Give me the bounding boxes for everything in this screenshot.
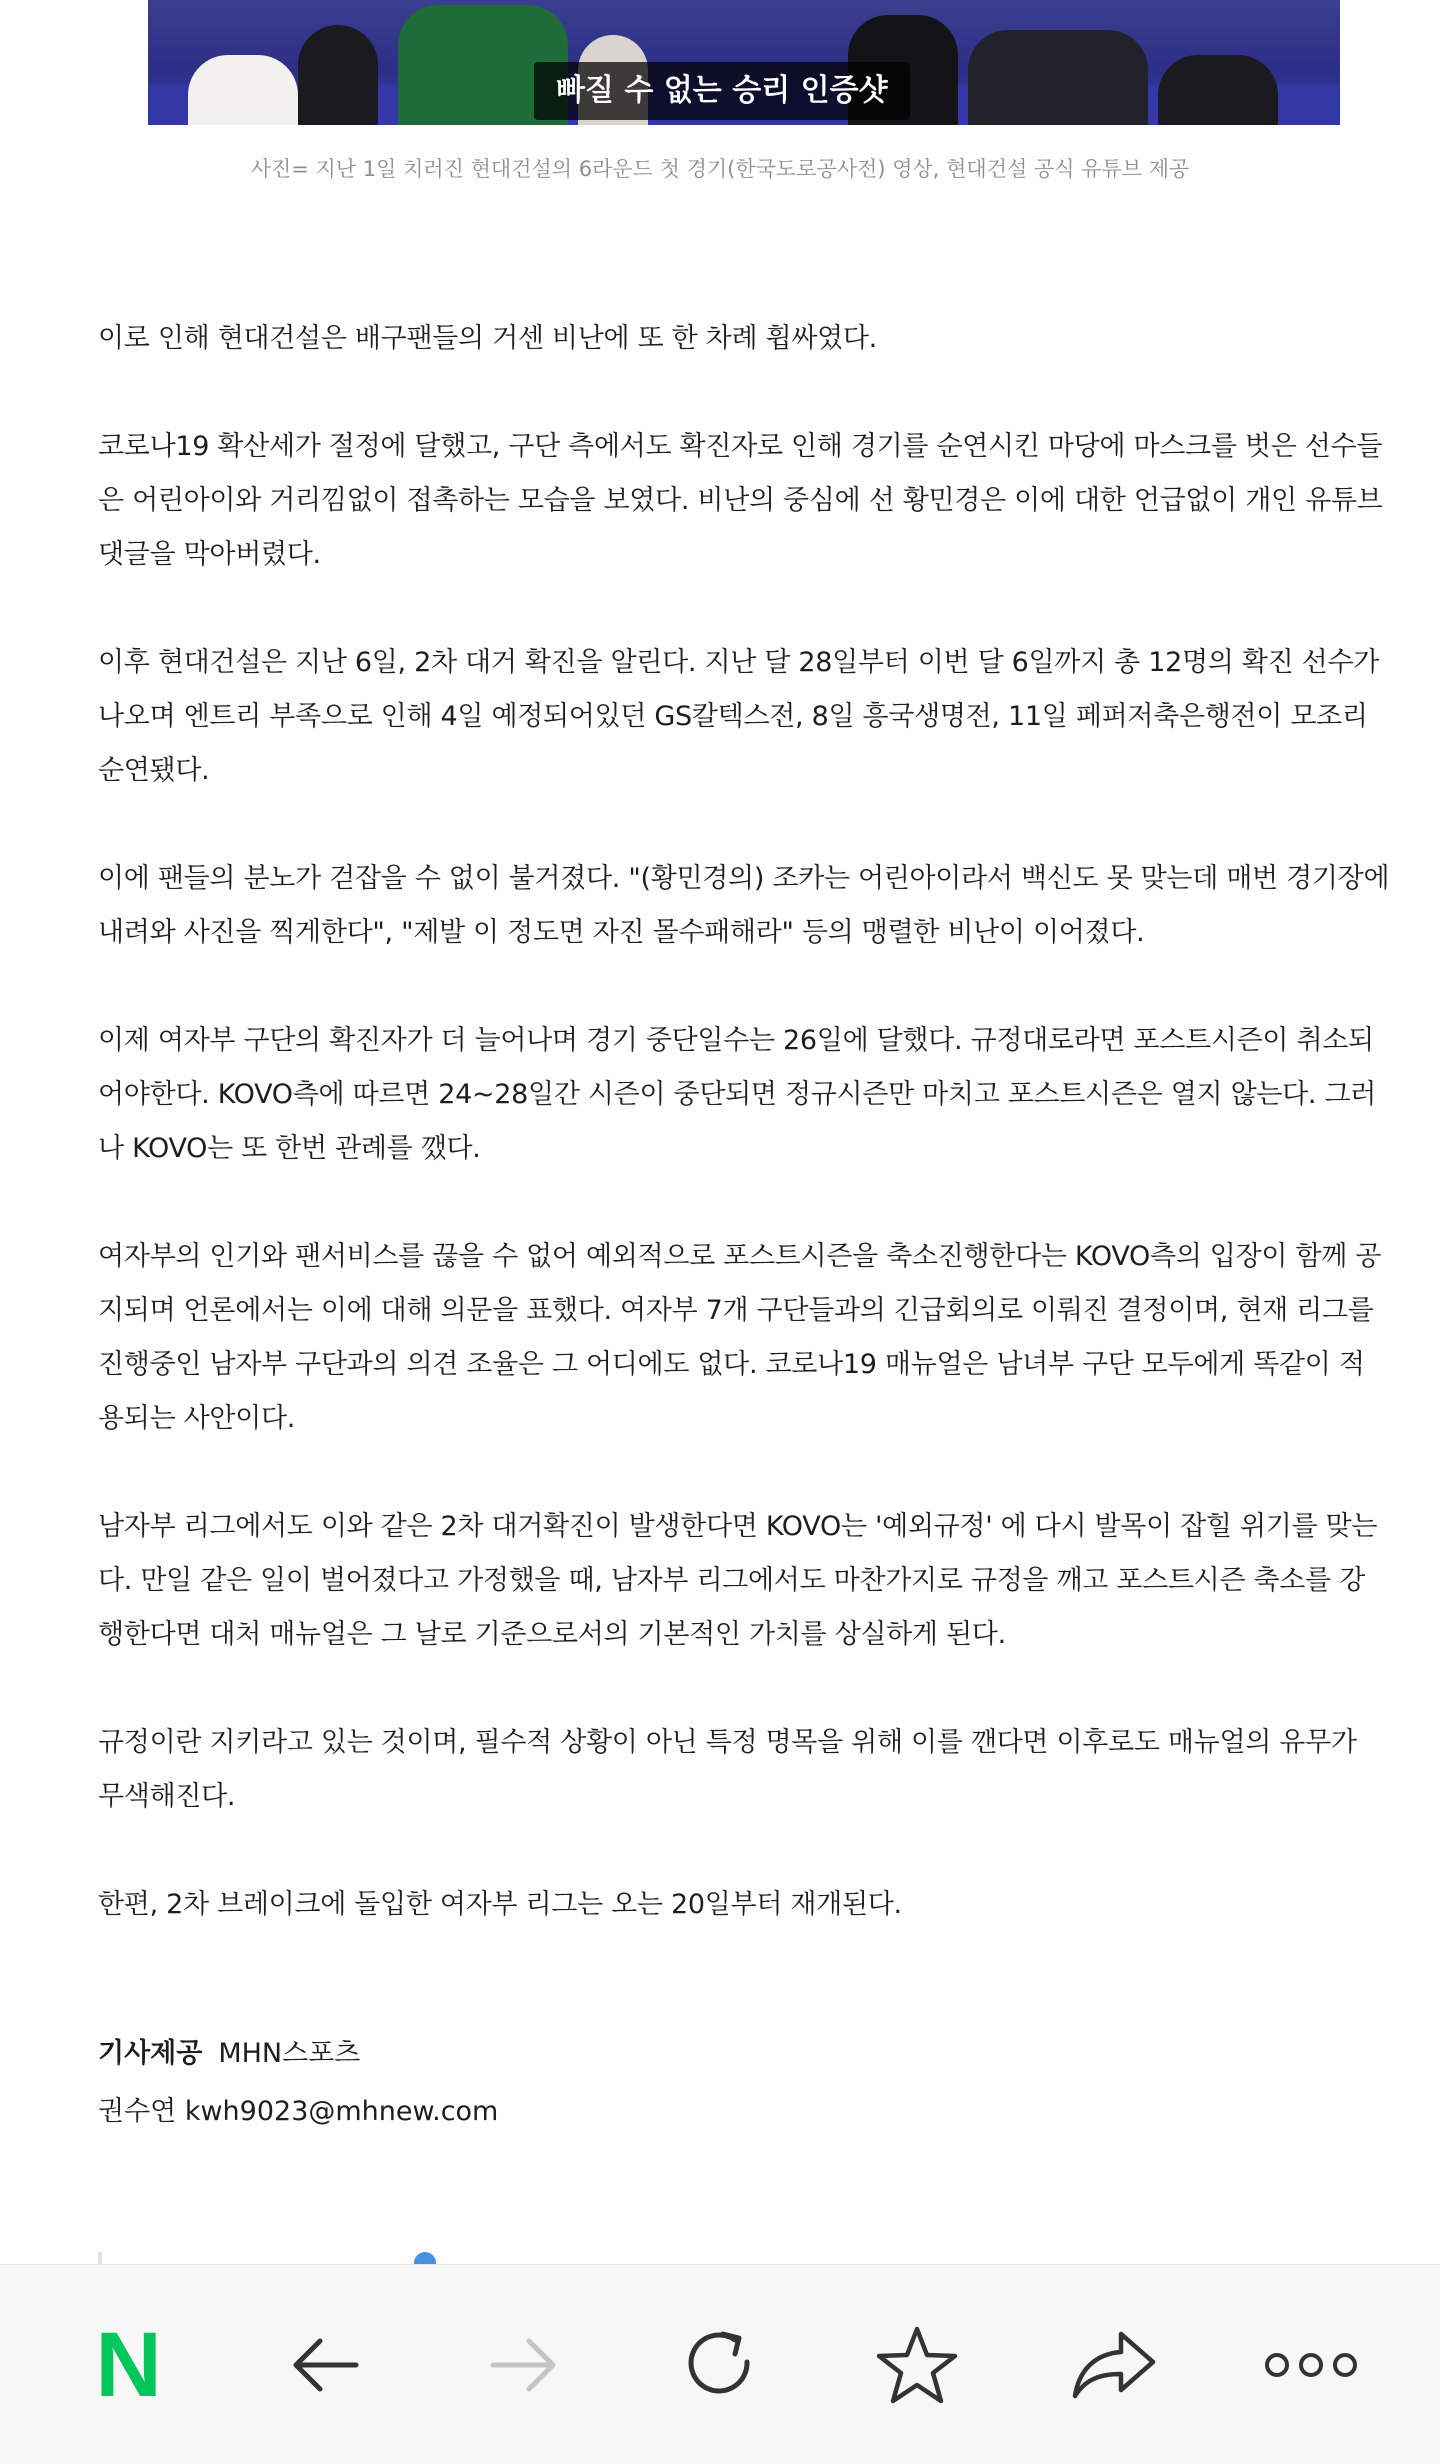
article-paragraph: 코로나19 확산세가 절정에 달했고, 구단 측에서도 확진자로 인해 경기를 순연시킨 마당에 마스크를 벗은 선수들은 어린아이와 거리낌없이 접촉하는 모습을 보였다. 비난의 중심에 선 황민경은 이에 대한 언급없이 개인 유튜브 댓글을 막아버렸다.: [98, 431, 1383, 570]
credit-source[interactable]: MHN스포츠: [218, 2038, 361, 2069]
article-paragraph: 이제 여자부 구단의 확진자가 더 늘어나며 경기 중단일수는 26일에 달했다. 규정대로라면 포스트시즌이 취소되어야한다. KOVO측에 따르면 24~28일간 시즌이 중단되면 정규시즌만 마치고 포스트시즌은 열지 않는다. 그러나 KOVO는 또 한번 관례를 깼다.: [98, 1025, 1377, 1164]
back-arrow-icon: [286, 2325, 366, 2405]
reload-icon: [677, 2322, 763, 2408]
article-paragraph: 이후 현대건설은 지난 6일, 2차 대거 확진을 알린다. 지난 달 28일부터 이번 달 6일까지 총 12명의 확진 선수가 나오며 엔트리 부족으로 인해 4일 예정되어있던 GS칼텍스전, 8일 흥국생명전, 11일 페퍼저축은행전이 모조리 순연됐다.: [98, 647, 1380, 786]
article-paragraph: 한편, 2차 브레이크에 돌입한 여자부 리그는 오는 20일부터 재개된다.: [98, 1889, 902, 1920]
reload-button[interactable]: [665, 2310, 775, 2420]
bookmark-button[interactable]: [862, 2310, 972, 2420]
article-photo: [148, 0, 1340, 125]
photo-figure: [188, 55, 298, 125]
photo-figure: [1158, 55, 1278, 125]
more-icon: [1261, 2345, 1361, 2385]
photo-caption: 사진= 지난 1일 치러진 현대건설의 6라운드 첫 경기(한국도로공사전) 영상, 현대건설 공식 유튜브 제공: [250, 157, 1190, 181]
naver-home-button[interactable]: [74, 2310, 184, 2420]
photo-figure: [298, 25, 378, 125]
article-credit: [98, 2025, 498, 2141]
photo-figure: [968, 30, 1148, 125]
article-paragraph: 규정이란 지키라고 있는 것이며, 필수적 상황이 아닌 특정 명목을 위해 이를 깬다면 이후로도 매뉴얼의 유무가 무색해진다.: [98, 1727, 1357, 1812]
credit-reporter: 권수연 kwh9023@mhnew.com: [98, 2096, 499, 2127]
share-icon: [1069, 2320, 1159, 2410]
share-button[interactable]: [1059, 2310, 1169, 2420]
naver-logo-icon: N: [95, 2313, 162, 2416]
star-icon: [873, 2321, 961, 2409]
forward-arrow-icon: [483, 2325, 563, 2405]
article-paragraph: 여자부의 인기와 팬서비스를 끊을 수 없어 예외적으로 포스트시즌을 축소진행한다는 KOVO측의 입장이 함께 공지되며 언론에서는 이에 대해 의문을 표했다. 여자부 7개 구단들과의 긴급회의로 이뤄진 결정이며, 현재 리그를 진행중인 남자부 구단과의 의견 조율은 그 어디에도 없다. 코로나19 매뉴얼은 남녀부 구단 모두에게 똑같이 적용되는 사안이다.: [98, 1241, 1382, 1434]
photo-overlay-caption: 빠질 수 없는 승리 인증샷: [534, 62, 910, 120]
forward-button[interactable]: [468, 2310, 578, 2420]
credit-source-line: [98, 2025, 498, 2083]
article-paragraph: 남자부 리그에서도 이와 같은 2차 대거확진이 발생한다면 KOVO는 '예외규정' 에 다시 발목이 잡힐 위기를 맞는다. 만일 같은 일이 벌어졌다고 가정했을 때, 남자부 리그에서도 마찬가지로 규정을 깨고 포스트시즌 축소를 강행한다면 대처 매뉴얼은 그 날로 기준으로서의 기본적인 가치를 상실하게 된다.: [98, 1511, 1378, 1650]
back-button[interactable]: [271, 2310, 381, 2420]
article-body: [98, 312, 1390, 1986]
credit-label: 기사제공: [98, 2038, 203, 2069]
browser-toolbar: [0, 2264, 1440, 2464]
article-paragraph: 이로 인해 현대건설은 배구팬들의 거센 비난에 또 한 차례 휩싸였다.: [98, 323, 877, 354]
article-paragraph: 이에 팬들의 분노가 걷잡을 수 없이 불거졌다. "(황민경의) 조카는 어린아이라서 백신도 못 맞는데 매번 경기장에 내려와 사진을 찍게한다", "제발 이 정도면 자진 몰수패해라" 등의 맹렬한 비난이 이어졌다.: [98, 863, 1390, 948]
more-button[interactable]: [1256, 2310, 1366, 2420]
